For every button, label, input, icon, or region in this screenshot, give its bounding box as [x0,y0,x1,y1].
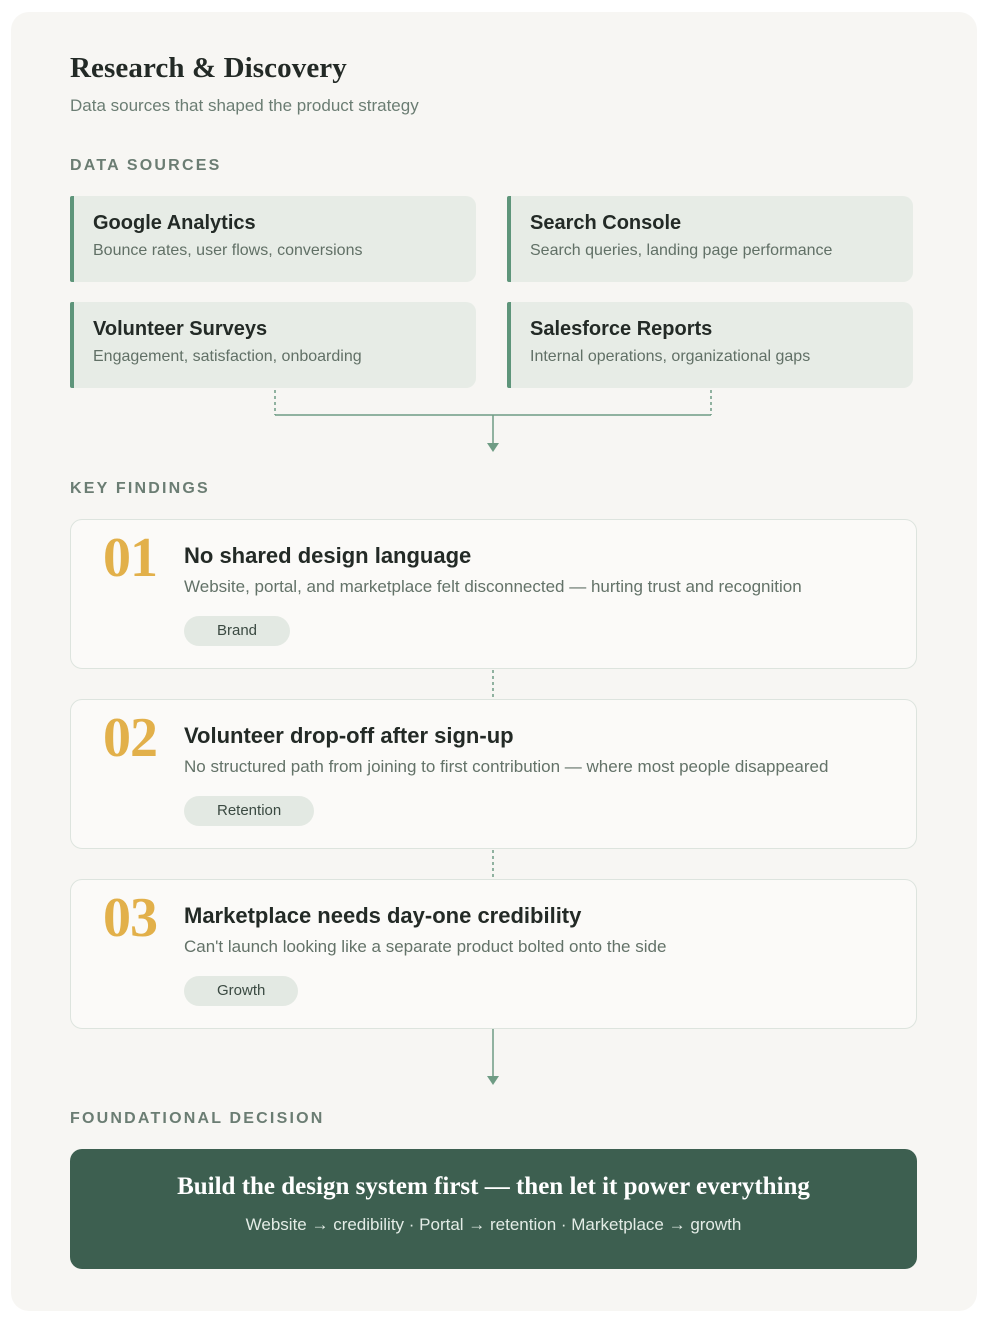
finding-number: 03 [103,887,157,949]
page-title: Research & Discovery [70,52,347,84]
finding-description: Can't launch looking like a separate product bolted onto the side [184,937,667,956]
source-description: Bounce rates, user flows, conversions [93,242,363,259]
decision-title: Build the design system first — then let it power everything [177,1173,810,1200]
finding-card-03 [70,879,917,1029]
page-subtitle: Data sources that shaped the product strategy [70,96,419,115]
finding-card-01 [70,519,917,669]
finding-title: Volunteer drop-off after sign-up [184,723,514,748]
finding-tag: Brand [184,616,290,646]
section-label-foundational-decision: FOUNDATIONAL DECISION [70,1110,325,1127]
section-label-key-findings: KEY FINDINGS [70,480,210,497]
arrow-down-icon [487,1076,499,1085]
finding-description: Website, portal, and marketplace felt disconnected — hurting trust and recognition [184,577,802,596]
finding-number: 02 [103,707,157,769]
source-description: Internal operations, organizational gaps [530,348,811,365]
source-description: Search queries, landing page performance [530,242,833,259]
source-name: Google Analytics [93,212,256,234]
decision-banner [70,1149,917,1269]
finding-title: No shared design language [184,543,472,568]
source-name: Volunteer Surveys [93,318,268,340]
finding-card-02 [70,699,917,849]
finding-tag: Growth [184,976,298,1006]
source-description: Engagement, satisfaction, onboarding [93,348,362,365]
finding-tag: Retention [184,796,314,826]
source-name: Search Console [530,212,682,234]
arrow-down-icon [487,443,499,452]
finding-number: 01 [103,527,157,589]
source-name: Salesforce Reports [530,318,713,340]
sources-merge-connector [275,390,711,444]
finding-description: No structured path from joining to first contribution — where most people disappeared [184,757,829,776]
section-label-data-sources: DATA SOURCES [70,157,222,174]
finding-title: Marketplace needs day-one credibility [184,903,582,928]
decision-subtitle: Website → credibility · Portal → retention · Marketplace → growth [245,1215,742,1234]
